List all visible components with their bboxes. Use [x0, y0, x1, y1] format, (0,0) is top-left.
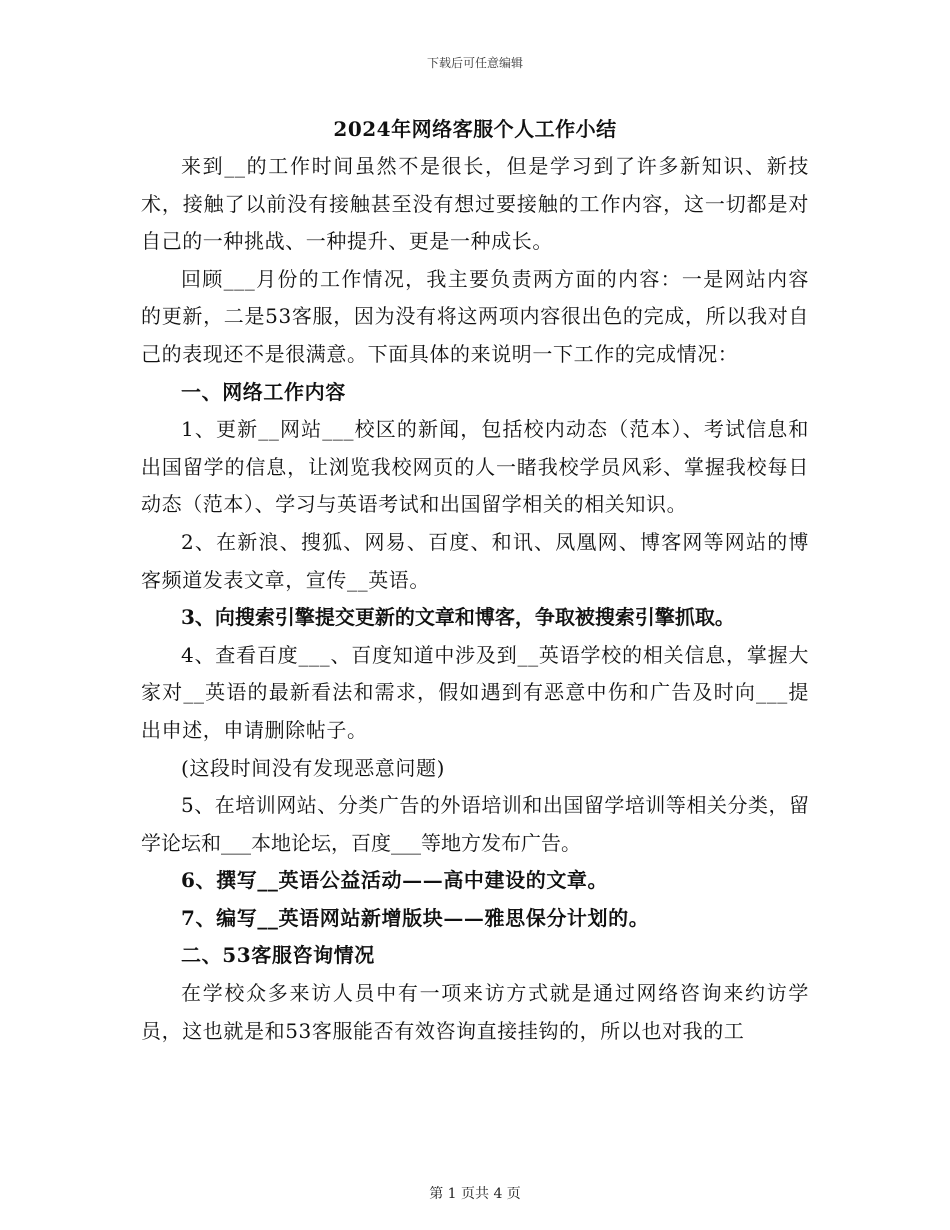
paragraph-item-7: 7、编写__英语网站新增版块——雅思保分计划的。 — [181, 905, 650, 930]
page-indicator: 第 1 页共 4 页 — [429, 1186, 521, 1202]
document-body — [141, 110, 809, 1050]
paragraph-item-5: 5、在培训网站、分类广告的外语培训和出国留学培训等相关分类，留学论坛和___本地论坛，百度___等地方发布广告。 — [141, 793, 809, 855]
section-heading-53-service: 二、53客服咨询情况 — [181, 943, 375, 968]
paragraph-item-3: 3、向搜索引擎提交更新的文章和博客，争取被搜索引擎抓取。 — [181, 605, 735, 630]
section-heading-network-work: 一、网络工作内容 — [181, 379, 346, 404]
paragraph-item-1: 1、更新__网站___校区的新闻，包括校内动态（范本）、考试信息和出国留学的信息，让浏览我校网页的人一睹我校学员风彩、掌握我校每日动态（范本）、学习与英语考试和出国留学相关的相关知识。 — [141, 417, 809, 517]
document-title: 2024年网络客服个人工作小结 — [333, 117, 617, 141]
paragraph-intro: 来到__的工作时间虽然不是很长，但是学习到了许多新知识、新技术，接触了以前没有接触甚至没有想过要接触的工作内容，这一切都是对自己的一种挑战、一种提升、更是一种成长。 — [141, 154, 809, 254]
paragraph-item-2: 2、在新浪、搜狐、网易、百度、和讯、凤凰网、博客网等网站的博客频道发表文章，宣传__英语。 — [141, 529, 809, 592]
paragraph-review: 回顾___月份的工作情况，我主要负责两方面的内容：一是网站内容的更新，二是53客服，因为没有将这两项内容很出色的完成，所以我对自己的表现还不是很满意。下面具体的来说明一下工作的完成情况： — [141, 266, 809, 366]
header-note: 下载后可任意编辑 — [426, 56, 523, 70]
paragraph-note-no-malicious: (这段时间没有发现恶意问题) — [181, 755, 446, 780]
paragraph-53-service: 在学校众多来访人员中有一项来访方式就是通过网络咨询来约访学员，这也就是和53客服能否有效咨询直接挂钩的，所以也对我的工 — [141, 981, 809, 1043]
paragraph-item-4: 4、查看百度___、百度知道中涉及到__英语学校的相关信息，掌握大家对__英语的最新看法和需求，假如遇到有恶意中伤和广告及时向___提出申述，申请删除帖子。 — [141, 642, 809, 742]
paragraph-item-6: 6、撰写__英语公益活动——高中建设的文章。 — [181, 868, 609, 893]
